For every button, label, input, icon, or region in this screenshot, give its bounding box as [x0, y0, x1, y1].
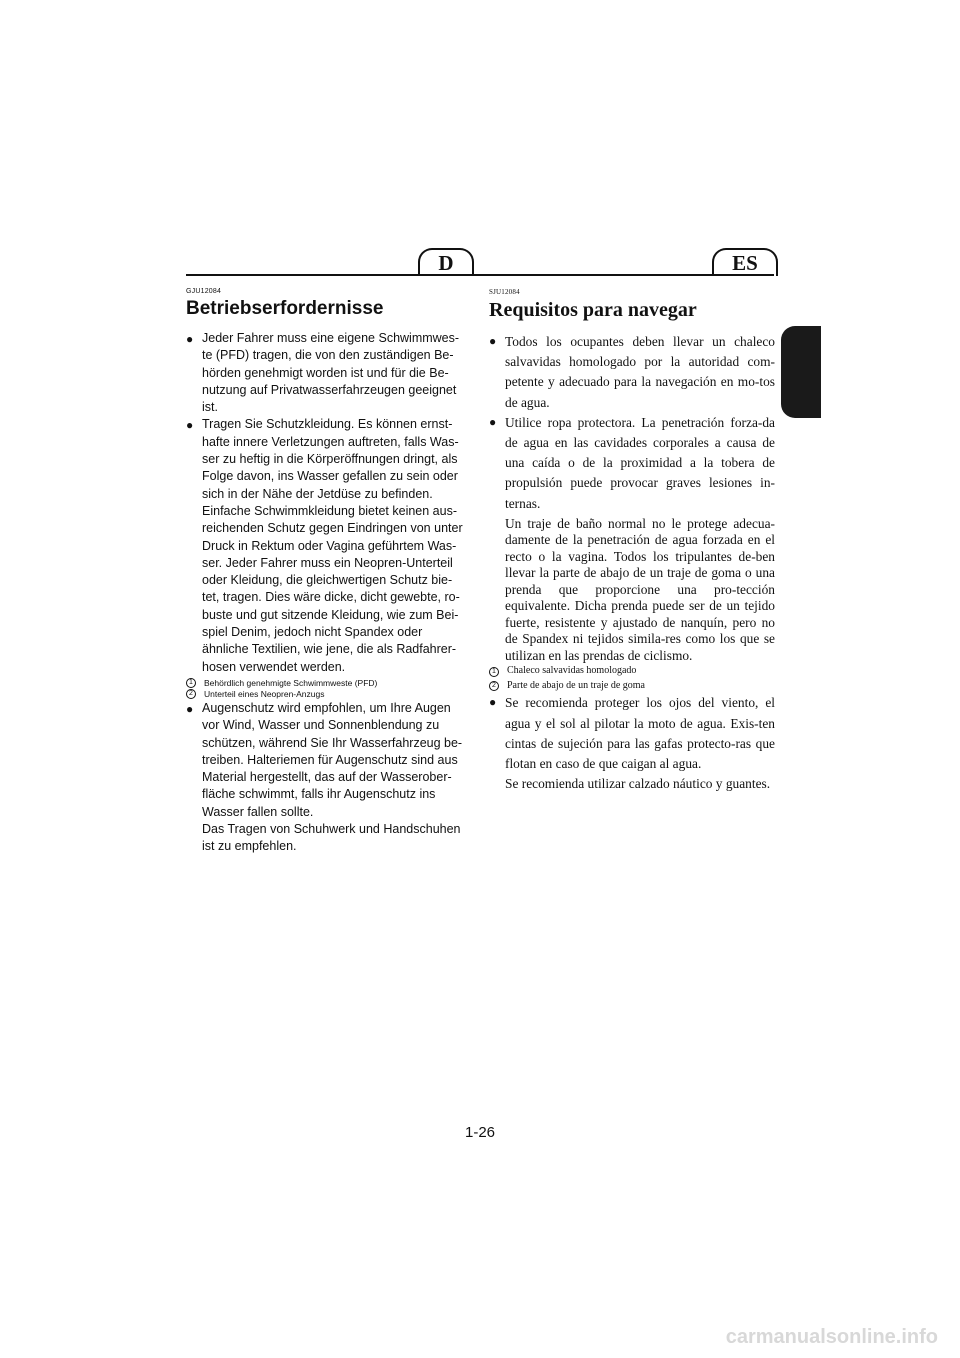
- bullet-icon: ●: [186, 418, 194, 433]
- section-title: Requisitos para navegar: [489, 299, 697, 321]
- language-tab-de: D: [418, 248, 474, 276]
- legend-item: [489, 679, 775, 694]
- bullet-icon: ●: [489, 414, 497, 429]
- paragraph: Einfache Schwimmkleidung bietet keinen aus-reichenden Schutz gegen Eindringen von unter Druck in Rektum oder Vagina geführtem Was-ser. Jeder Fahrer muss ein Neopren-Unterteil oder Kleidung, die gleichwertigen Schutz bie-tet, tragen. Dies wäre dicke, dicht gewebte, ro-buste und gut sitzende Kleidung, wie zum Bei-spiel Denim, jedoch nicht Spandex oder ähnliche Textilien, wie jene, die als Radfahrer-hosen verwendet werden.: [202, 503, 463, 674]
- legend-number: 2: [186, 689, 196, 699]
- section-code: GJU12084: [186, 288, 222, 295]
- spanish-column: [489, 282, 775, 793]
- legend-text: Unterteil eines Neopren-Anzugs: [204, 688, 325, 699]
- legend-item: [186, 689, 468, 700]
- legend-number: 1: [186, 678, 196, 688]
- legend-item: [489, 664, 775, 679]
- bullet-item: [489, 693, 775, 774]
- bullet-text: Todos los ocupantes deben llevar un chaleco salvavidas homologado por la autoridad com-petente y adecuado para la navegación en mo-tos de agua.: [505, 334, 775, 410]
- german-column: [186, 282, 468, 858]
- bullet-text: Utilice ropa protectora. La penetración forza-da de agua en las cavidades corporales a causa de una caída o de la proximidad a la tobera de propulsión puede provocar graves lesiones in-ternas.: [505, 414, 775, 511]
- bullet-icon: ●: [186, 701, 194, 716]
- watermark: carmanualsonline.info: [725, 1326, 938, 1348]
- language-tab-es: ES: [712, 248, 778, 276]
- bullet-text: Tragen Sie Schutzkleidung. Es können ernst-hafte innere Verletzungen auftreten, falls Was-ser zu heftig in die Körperöffnungen dringt, als Folge davon, ins Wasser gefallen zu sein oder sich in der Nähe der Jetdüse zu befinden.: [202, 417, 459, 501]
- bullet-item: [489, 332, 775, 413]
- legend-text: Behördlich genehmigte Schwimmweste (PFD): [204, 677, 378, 688]
- chapter-side-tab: [781, 326, 821, 418]
- bullet-text: Augenschutz wird empfohlen, um Ihre Augen vor Wind, Wasser und Sonnenblendung zu schützen, während Sie Ihr Wasserfahrzeug be-treiben. Halteriemen für Augenschutz sind aus Material hergestellt, das auf der Wasserober-fläche schwimmt, falls ihr Augenschutz ins Wasser fallen sollte.: [202, 700, 463, 819]
- bullet-item: [186, 416, 468, 502]
- paragraph: Un traje de baño normal no le protege adecua-damente de la penetración de agua forzada en el recto o la vagina. Todos los tripulantes de-ben llevar la parte de abajo de un traje de goma o una prenda que proporcione una pro-tección equivalente. Dicha prenda puede ser de un tejido fuerte, resistente y ajustado de nanquín, pero no de Spandex ni tejidos simila-res como los que se utilizan en las prendas de ciclismo.: [505, 515, 775, 663]
- bullet-icon: ●: [489, 695, 497, 710]
- legend-number: 2: [489, 681, 499, 691]
- legend-number: 1: [489, 667, 499, 677]
- bullet-item: [489, 413, 775, 514]
- bullet-text: Jeder Fahrer muss eine eigene Schwimmwes-te (PFD) tragen, die von den zuständigen Be-hörden genehmigt worden ist und für die Be-nutzung auf Privatwasserfahrzeugen geeignet ist.: [202, 331, 460, 415]
- paragraph: Se recomienda utilizar calzado náutico y guantes.: [505, 776, 771, 792]
- bullet-text: Se recomienda proteger los ojos del viento, el agua y el sol al pilotar la moto de agua. Exis-ten cintas de sujeción para las gafas protecto-ras que flotan en caso de que caigan al agua.: [505, 695, 775, 771]
- header-rule: [186, 274, 774, 276]
- page-number: 1-26: [464, 1124, 496, 1141]
- legend-text: Parte de abajo de un traje de goma: [507, 679, 645, 691]
- section-code: SJU12084: [489, 288, 520, 296]
- bullet-item: [186, 700, 468, 821]
- legend-item: [186, 678, 468, 689]
- bullet-icon: ●: [489, 334, 497, 348]
- paragraph: Das Tragen von Schuhwerk und Handschuhen ist zu empfehlen.: [202, 822, 461, 854]
- bullet-icon: ●: [186, 332, 194, 346]
- legend-text: Chaleco salvavidas homologado: [507, 665, 637, 677]
- section-title: Betriebserfordernisse: [186, 298, 384, 319]
- bullet-item: [186, 330, 468, 416]
